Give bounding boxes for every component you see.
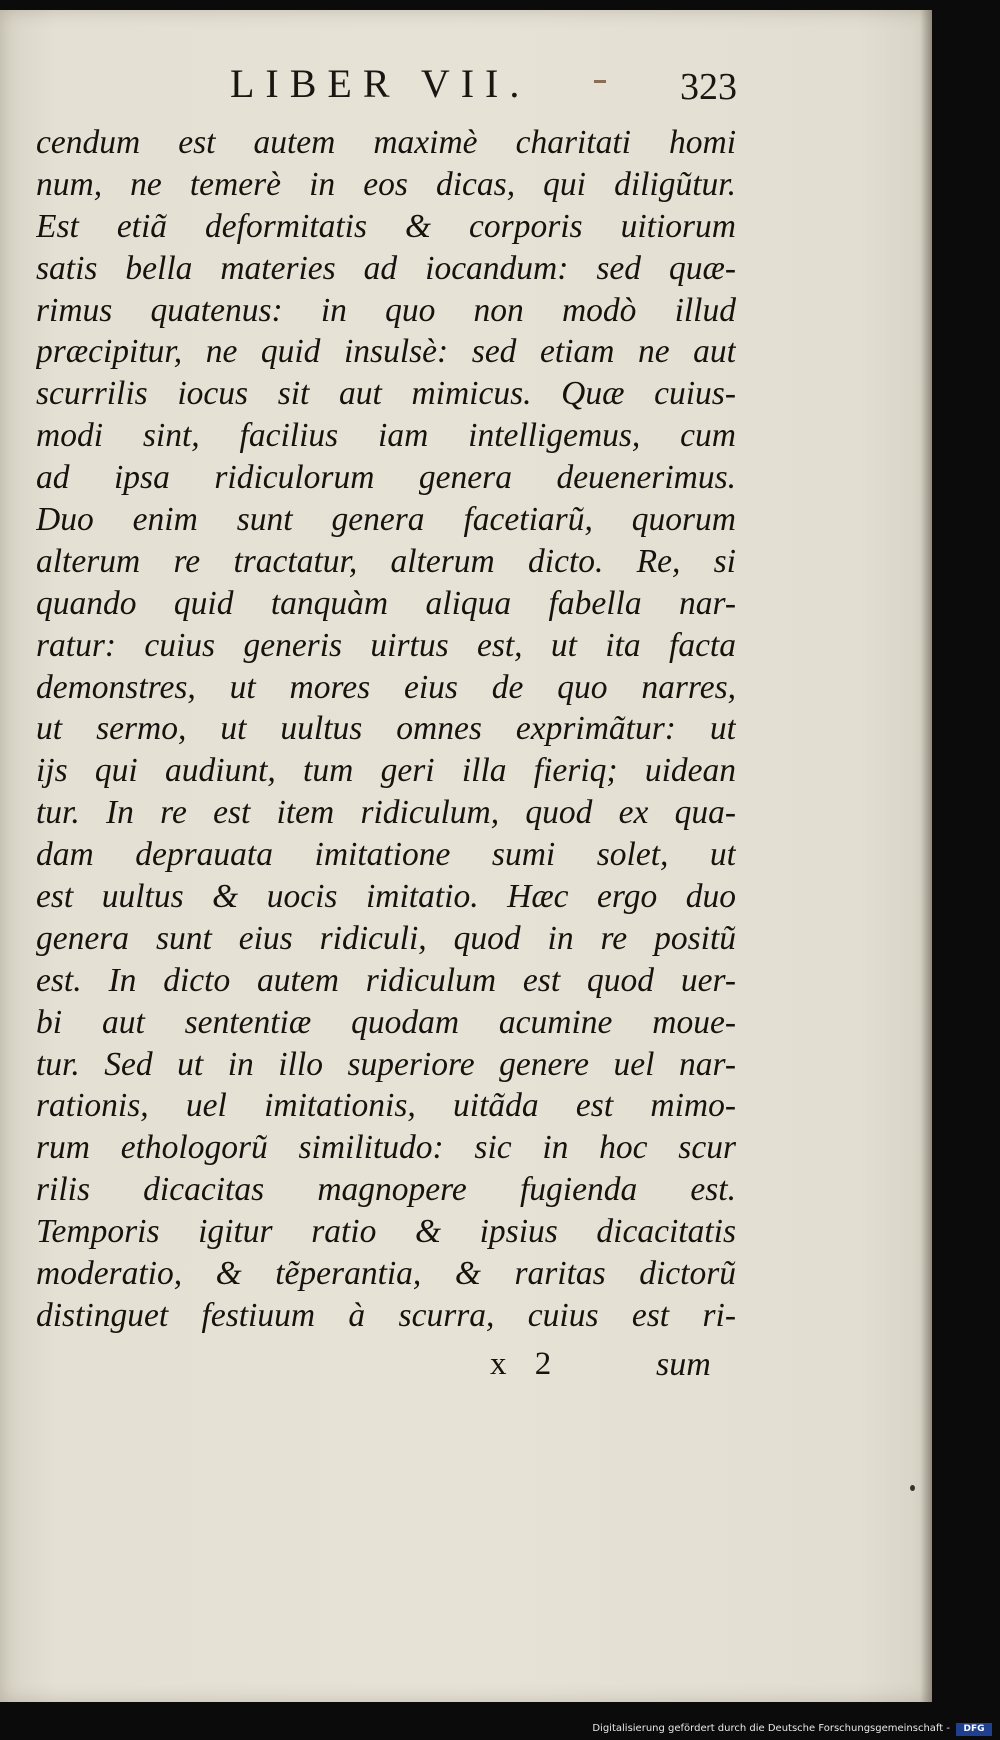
text-line: modi sint, facilius iam intelligemus, cum (36, 417, 736, 455)
text-line: rilis dicacitas magnopere fugienda est. (36, 1171, 736, 1209)
text-line: Temporis igitur ratio & ipsius dicacitatis (36, 1213, 736, 1251)
text-line: cendum est autem maximè charitati homi (36, 124, 736, 161)
text-line: rum ethologorũ similitudo: sic in hoc scur (36, 1129, 736, 1167)
text-line: scurrilis iocus sit aut mimicus. Quæ cuius- (36, 375, 736, 413)
text-line: tur. In re est item ridiculum, quod ex qua- (36, 794, 736, 832)
text-line: bi aut sententiæ quodam acumine moue- (36, 1003, 736, 1041)
text-line: est. In dicto autem ridiculum est quod uer- (36, 961, 736, 999)
text-line: satis bella materies ad iocandum: sed quæ- (36, 249, 736, 287)
text-line: ijs qui audiunt, tum geri illa fieriq; uidean (36, 752, 736, 790)
text-line: præcipitur, ne quid insulsè: sed etiam ne aut (36, 333, 736, 371)
text-line: dam deprauata imitatione sumi solet, ut (36, 836, 736, 874)
signature-mark: x 2 (490, 1346, 552, 1382)
text-line: quando quid tanquàm aliqua fabella nar- (36, 584, 736, 622)
digitization-credit: Digitalisierung gefördert durch die Deutsche Forschungsgemeinschaft - (592, 1723, 950, 1734)
header-ornament (594, 80, 606, 83)
text-line: est uultus & uocis imitatio. Hæc ergo duo (36, 878, 736, 916)
text-line: rimus quatenus: in quo non modò illud (36, 291, 736, 329)
catchword: sum (656, 1346, 711, 1383)
page-number: 323 (680, 66, 737, 108)
text-line: ut sermo, ut uultus omnes exprimãtur: ut (36, 710, 736, 748)
text-line: ad ipsa ridiculorum genera deuenerimus. (36, 459, 736, 497)
text-line: distinguet festiuum à scurra, cuius est ri- (36, 1296, 736, 1334)
text-line: Est etiã deformitatis & corporis uitiorum (36, 207, 736, 245)
text-line: ratur: cuius generis uirtus est, ut ita facta (36, 626, 736, 664)
text-line: genera sunt eius ridiculi, quod in re positũ (36, 919, 736, 957)
body-text (36, 122, 736, 1337)
text-line: alterum re tractatur, alterum dicto. Re, si (36, 542, 736, 580)
paper-speck (910, 1485, 915, 1491)
dfg-logo: DFG (956, 1723, 992, 1736)
text-line: rationis, uel imitationis, uitãda est mimo- (36, 1087, 736, 1125)
text-line: num, ne temerè in eos dicas, qui diligũtur. (36, 165, 736, 203)
text-line: Duo enim sunt genera facetiarũ, quorum (36, 501, 736, 539)
text-line: demonstres, ut mores eius de quo narres, (36, 668, 736, 706)
book-page (0, 10, 932, 1702)
running-head: LIBER VII. (230, 61, 531, 106)
text-line: tur. Sed ut in illo superiore genere uel nar- (36, 1045, 736, 1083)
text-line: moderatio, & tẽperantia, & raritas dictorũ (36, 1255, 736, 1293)
